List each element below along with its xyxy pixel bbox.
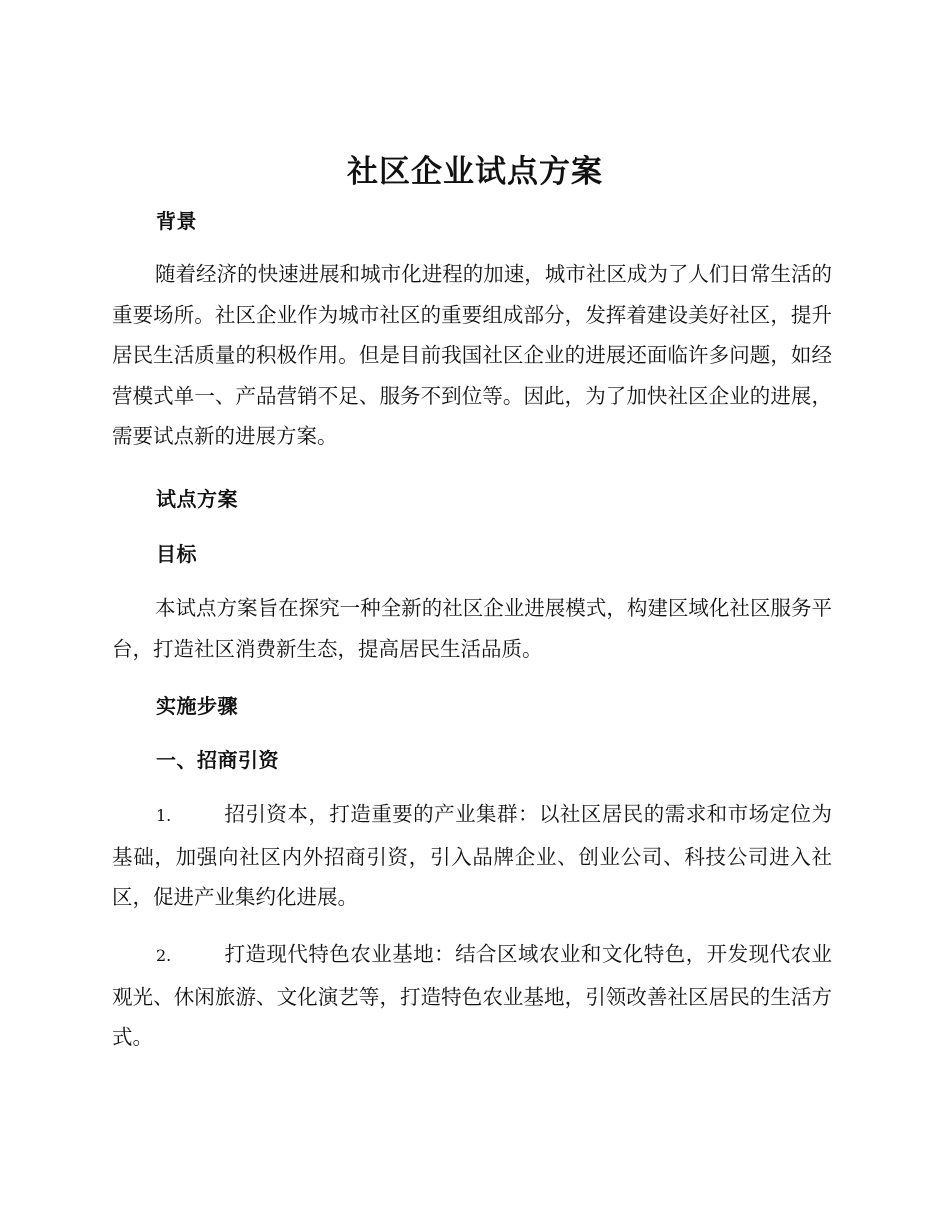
goal-heading: 目标 bbox=[156, 542, 197, 566]
list-item-text: 招引资本，打造重要的产业集群：以社区居民的需求和市场定位为基础，加强向社区内外招商引资，引入品牌企业、创业公司、科技公司进入社区，促进产业集约化进展。 bbox=[112, 802, 832, 909]
implementation-steps-heading: 实施步骤 bbox=[156, 694, 238, 718]
goal-paragraph: 本试点方案旨在探究一种全新的社区企业进展模式，构建区域化社区服务平台，打造社区消费新生态，提高居民生活品质。 bbox=[112, 596, 832, 661]
list-item-number: 1. bbox=[156, 806, 172, 825]
list-item-text: 打造现代特色农业基地：结合区域农业和文化特色，开发现代农业观光、休闲旅游、文化演艺等，打造特色农业基地，引领改善社区居民的生活方式。 bbox=[112, 942, 832, 1049]
list-item bbox=[112, 794, 832, 918]
document-title: 社区企业试点方案 bbox=[347, 154, 603, 190]
pilot-plan-heading: 试点方案 bbox=[156, 487, 238, 511]
list-item bbox=[112, 934, 832, 1058]
investment-heading: 一、招商引资 bbox=[156, 748, 279, 772]
background-heading: 背景 bbox=[156, 209, 197, 233]
background-paragraph: 随着经济的快速进展和城市化进程的加速，城市社区成为了人们日常生活的重要场所。社区企业作为城市社区的重要组成部分，发挥着建设美好社区，提升居民生活质量的积极作用。但是目前我国社区企业的进展还面临许多问题，如经营模式单一、产品营销不足、服务不到位等。因此，为了加快社区企业的进展，需要试点新的进展方案。 bbox=[112, 262, 832, 448]
list-item-number: 2. bbox=[156, 946, 172, 965]
